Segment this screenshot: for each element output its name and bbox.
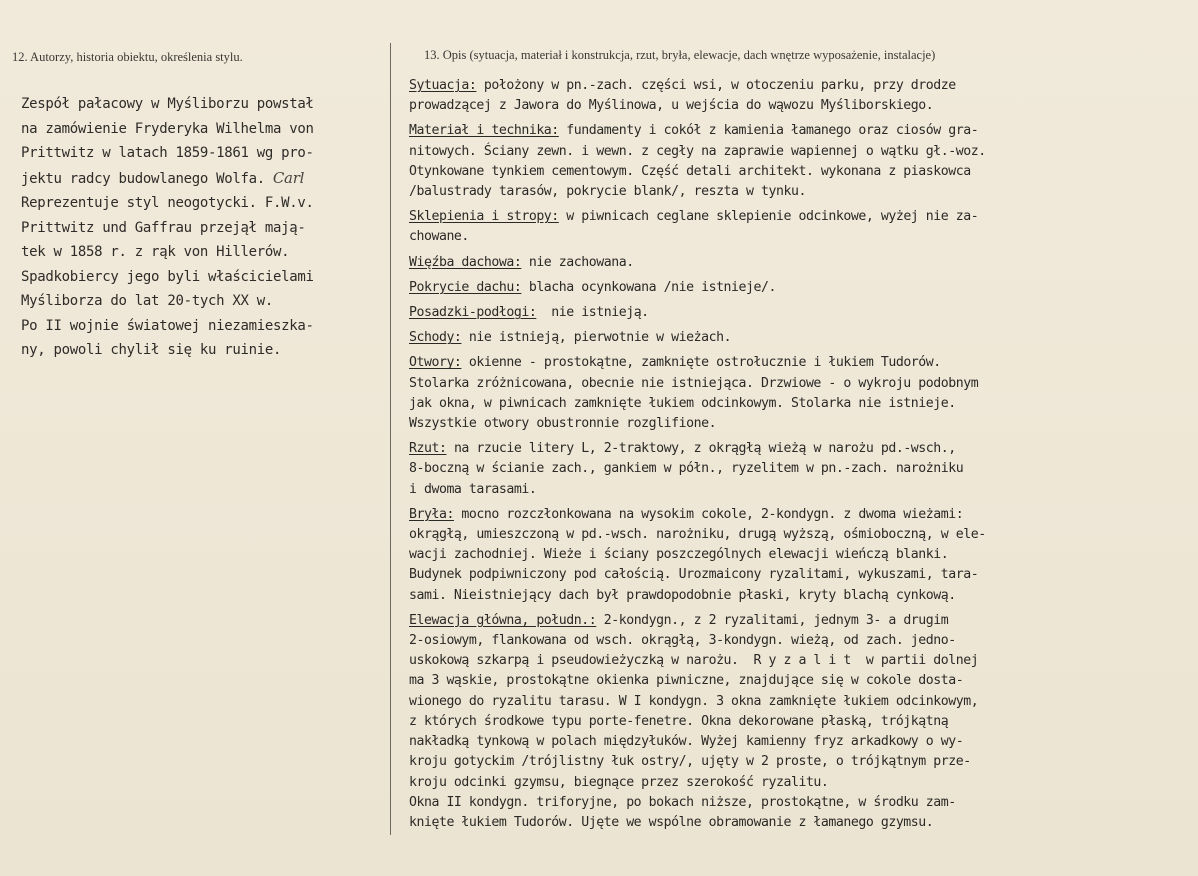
history-text (21, 92, 381, 363)
history-line: Reprezentuje styl neogotycki. F.W.v. (21, 195, 314, 211)
section-label: Schody: (409, 330, 462, 346)
section-text: prowadzącej z Jawora do Myślinowa, u wejścia do wąwozu Myśliborskiego. (409, 98, 934, 114)
section-label: Elewacja główna, połudn.: (409, 612, 597, 628)
section-text: kroju gotyckim /trójlistny łuk ostry/, ujęty w 2 proste, o trójkątnym prze- (409, 754, 971, 770)
section-text: blacha ocynkowana /nie istnieje/. (521, 279, 776, 295)
history-line: Prittwitz und Gaffrau przejął mają- (21, 219, 306, 236)
description-line (409, 773, 1189, 793)
history-line: Po II wojnie światowej niezamieszka- (21, 317, 314, 334)
description-line (409, 121, 1189, 141)
section-text: okrągłą, umieszczoną w pd.-wsch. narożniku, drugą wyższą, ośmioboczną, w ele- (409, 527, 986, 543)
section-label: Rzut: (409, 441, 447, 457)
section-text: Stolarka zróżnicowana, obecnie nie istniejąca. Drzwiowe - o wykroju podobnym (409, 375, 979, 391)
section-text: nie istnieją. (536, 305, 649, 321)
description-section (409, 303, 1189, 323)
description-line (409, 631, 1189, 651)
history-line: na zamówienie Fryderyka Wilhelma von (21, 120, 314, 137)
description-section (409, 207, 1189, 247)
section-text: na rzucie litery L, 2-traktowy, z okrągłą wieżą w narożu pd.-wsch., (446, 441, 956, 457)
right-column-header: 13. Opis (sytuacja, materiał i konstrukcja, rzut, bryła, elewacje, dach wnętrze wyposażenie, instalacje) (424, 48, 936, 62)
section-text: kroju odcinki gzymsu, biegnące przez szerokość ryzalitu. (409, 774, 829, 790)
description-line (409, 586, 1189, 606)
description-section (409, 253, 1189, 273)
history-line: tek w 1858 r. z rąk von Hillerów. (21, 244, 290, 260)
history-line-text: jektu radcy budowlanego Wolfa. (21, 170, 265, 187)
description-line (409, 227, 1189, 247)
left-column-header: 12. Autorzy, historia obiektu, określenia stylu. (12, 50, 243, 64)
history-line: Myśliborza do lat 20-tych XX w. (21, 293, 273, 309)
description-line (409, 611, 1189, 631)
section-text: 2-kondygn., z 2 ryzalitami, jednym 3- a drugim (596, 612, 949, 628)
description-line (409, 752, 1189, 772)
description-section (409, 328, 1189, 348)
section-label: Posadzki-podłogi: (409, 305, 537, 321)
section-text: chowane. (409, 229, 469, 245)
section-text: nitowych. Ściany zewn. i wewn. z cegły na zaprawie wapiennej o wątku gł.-woz. (409, 143, 986, 159)
history-line: Zespół pałacowy w Myśliborzu powstał (21, 96, 314, 112)
section-text: ma 3 wąskie, prostokątne okienka piwniczne, znajdujące się w cokole dosta- (409, 673, 964, 689)
handwritten-note: Carl (272, 168, 305, 187)
section-text: Budynek podpiwniczony pod całością. Urozmaicony ryzalitami, wykuszami, tara- (409, 567, 979, 583)
section-label: Materiał i technika: (409, 123, 559, 139)
history-line: Spadkobiercy jego byli właścicielami (21, 268, 314, 285)
description-line (409, 813, 1189, 833)
description-line (409, 525, 1189, 545)
description-line (409, 414, 1189, 434)
section-text: jak okna, w piwnicach zamknięte łukiem odcinkowym. Stolarka nie istnieje. (409, 395, 956, 411)
section-label: Pokrycie dachu: (409, 279, 522, 295)
description-line (409, 565, 1189, 585)
description-text (409, 76, 1189, 838)
history-line: ny, powoli chylił się ku ruinie. (21, 342, 282, 358)
description-line (409, 394, 1189, 414)
description-line (409, 278, 1189, 298)
history-line: Prittwitz w latach 1859-1861 wg pro- (21, 145, 314, 161)
description-line (409, 207, 1189, 227)
section-text: /balustrady tarasów, pokrycie blank/, reszta w tynku. (409, 184, 806, 200)
description-line (409, 96, 1189, 116)
section-text: nakładką tynkową w polach międzyłuków. Wyżej kamienny fryz arkadkowy o wy- (409, 734, 964, 750)
section-text: 2-osiowym, flankowana od wsch. okrągłą, 3-kondygn. wieżą, od zach. jedno- (409, 633, 956, 649)
description-section (409, 505, 1189, 606)
description-line (409, 439, 1189, 459)
description-line (409, 732, 1189, 752)
section-text: Otynkowane tynkiem cementowym. Część detali architekt. wykonana z piaskowca (409, 163, 971, 179)
section-text: wionego do ryzalitu tarasu. W I kondygn. 3 okna zamknięte łukiem odcinkowym, (409, 693, 979, 709)
description-section (409, 439, 1189, 500)
section-label: Bryła: (409, 506, 454, 522)
description-line (409, 182, 1189, 202)
section-label: Sytuacja: (409, 78, 477, 93)
section-text: 8-boczną w ścianie zach., gankiem w półn., ryzelitem w pn.-zach. narożniku (409, 461, 964, 477)
history-line-with-note (21, 166, 381, 192)
description-line (409, 353, 1189, 373)
section-text: Wszystkie otwory obustronnie rozglifione. (409, 416, 717, 432)
section-text: sami. Nieistniejący dach był prawdopodobnie płaski, kryty blachą cynkową. (409, 587, 956, 603)
section-label: Otwory: (409, 355, 462, 371)
section-text: wacji zachodniej. Wieże i ściany poszczególnych elewacji wieńczą blanki. (409, 547, 949, 563)
description-line (409, 374, 1189, 394)
description-section (409, 121, 1189, 202)
description-section (409, 278, 1189, 298)
column-divider (390, 43, 391, 835)
description-section (409, 353, 1189, 434)
section-text: nie istnieją, pierwotnie w wieżach. (461, 330, 732, 346)
section-text: i dwoma tarasami. (409, 481, 537, 497)
description-line (409, 142, 1189, 162)
section-label: Sklepienia i stropy: (409, 209, 559, 225)
description-section (409, 611, 1189, 833)
description-line (409, 76, 1189, 96)
description-line (409, 712, 1189, 732)
section-text: Okna II kondygn. triforyjne, po bokach niższe, prostokątne, w środku zam- (409, 794, 956, 810)
section-text: knięte łukiem Tudorów. Ujęte we wspólne obramowanie z łamanego gzymsu. (409, 814, 934, 830)
description-line (409, 480, 1189, 500)
section-text: fundamenty i cokół z kamienia łamanego oraz ciosów gra- (558, 123, 979, 139)
section-label: Więźba dachowa: (409, 254, 522, 270)
description-line (409, 303, 1189, 323)
description-line (409, 162, 1189, 182)
section-text: położony w pn.-zach. części wsi, w otoczeniu parku, przy drodze (476, 78, 956, 93)
description-line (409, 793, 1189, 813)
description-line (409, 671, 1189, 691)
description-section (409, 76, 1189, 116)
section-text: mocno rozczłonkowana na wysokim cokole, 2-kondygn. z dwoma wieżami: (453, 506, 964, 522)
description-line (409, 253, 1189, 273)
description-line (409, 651, 1189, 671)
description-line (409, 328, 1189, 348)
section-text: nie zachowana. (521, 254, 634, 270)
section-text: z których środkowe typu porte-fenetre. Okna dekorowane płaską, trójkątną (409, 713, 949, 729)
description-line (409, 459, 1189, 479)
section-text: okienne - prostokątne, zamknięte ostrołucznie i łukiem Tudorów. (461, 355, 941, 371)
description-line (409, 692, 1189, 712)
description-line (409, 545, 1189, 565)
section-text: uskokową szkarpą i pseudowieżyczką w narożu. R y z a l i t w partii dolnej (409, 653, 979, 669)
section-text: w piwnicach ceglane sklepienie odcinkowe, wyżej nie za- (558, 209, 979, 225)
description-line (409, 505, 1189, 525)
